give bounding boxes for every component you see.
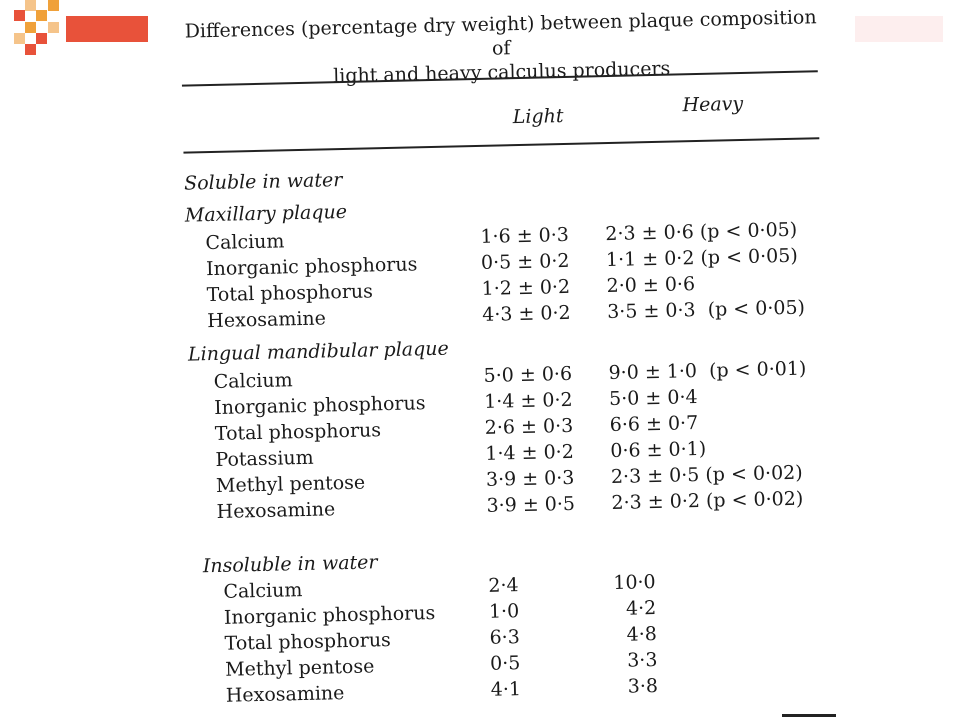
scanned-table [165,0,861,720]
light-value: 1·2 ± 0·2 [481,275,571,300]
light-value: 4·3 ± 0·2 [481,301,571,326]
heavy-value: 9·0 ± 1·0 (p < 0·01) [608,357,807,385]
light-value: 1·6 ± 0·3 [480,223,570,248]
light-value: 2·6 ± 0·3 [484,414,574,439]
decor-square [36,33,47,44]
heavy-value: 6·6 ± 0·7 [609,412,699,437]
row-label: Calcium [205,230,285,255]
title-line-1: Differences (percentage dry weight) between plaque composition of [184,6,817,60]
light-value: 1·4 ± 0·2 [485,440,575,465]
row-label: Total phosphorus [214,419,382,445]
heavy-value: 3·5 ± 0·3 (p < 0·05) [606,296,806,324]
heavy-value: 10·0 [613,571,656,594]
row-label: Total phosphorus [206,280,374,307]
row-label: Calcium [213,369,293,393]
decor-square [48,0,59,11]
heavy-value: 3·8 [615,674,659,698]
bottom-rule [782,714,836,717]
section-soluble: Soluble in water [183,169,343,195]
decor-square [14,10,25,21]
heavy-value: 2·3 ± 0·2 (p < 0·02) [611,487,804,514]
heavy-value: 0·6 ± 0·1) [610,437,707,463]
light-value: 6·3 [489,626,521,649]
decor-square [25,22,36,33]
row-label: Methyl pentose [224,655,375,681]
heavy-value: 1·1 ± 0·2 (p < 0·05) [605,244,798,272]
header-accent-bar [66,16,148,42]
row-label: Total phosphorus [224,629,392,655]
section-lingual: Lingual mandibular plaque [187,337,449,366]
light-value: 4·1 [490,678,522,701]
row-label: Inorganic phosphorus [223,602,436,629]
row-label: Calcium [223,579,303,603]
light-value: 2·4 [488,574,519,597]
light-value: 1·0 [488,600,520,623]
light-value: 5·0 ± 0·6 [483,362,573,387]
row-label: Potassium [215,446,314,471]
row-label: Hexosamine [225,682,345,707]
header-rule [183,137,819,153]
heavy-value: 4·8 [614,623,658,646]
decor-square [25,0,36,11]
row-label: Hexosamine [216,498,336,523]
section-maxillary: Maxillary plaque [184,200,348,227]
heavy-value: 3·3 [614,649,658,672]
section-insoluble: Insoluble in water [202,551,378,578]
decor-square [14,33,25,44]
heavy-value: 4·2 [613,597,657,620]
heavy-value: 2·3 ± 0·5 (p < 0·02) [610,461,803,489]
header-accent-bar-faded [855,16,943,42]
decor-square [36,10,47,21]
light-value: 0·5 [489,652,521,675]
row-label: Inorganic phosphorus [205,253,418,281]
column-header-heavy: Heavy [682,92,744,117]
title-line-2: light and heavy calculus producers [332,57,671,88]
heavy-value: 2·0 ± 0·6 [606,273,696,298]
light-value: 3·9 ± 0·5 [486,492,576,517]
row-label: Hexosamine [207,307,327,333]
light-value: 3·9 ± 0·3 [485,466,575,491]
row-label: Inorganic phosphorus [214,392,426,419]
light-value: 0·5 ± 0·2 [480,249,570,274]
row-label: Methyl pentose [215,471,366,497]
decor-square [25,44,36,55]
decor-square [48,22,59,33]
heavy-value: 2·3 ± 0·6 (p < 0·05) [605,218,798,246]
column-header-light: Light [512,104,564,129]
light-value: 1·4 ± 0·2 [483,388,573,413]
heavy-value: 5·0 ± 0·4 [608,386,698,411]
